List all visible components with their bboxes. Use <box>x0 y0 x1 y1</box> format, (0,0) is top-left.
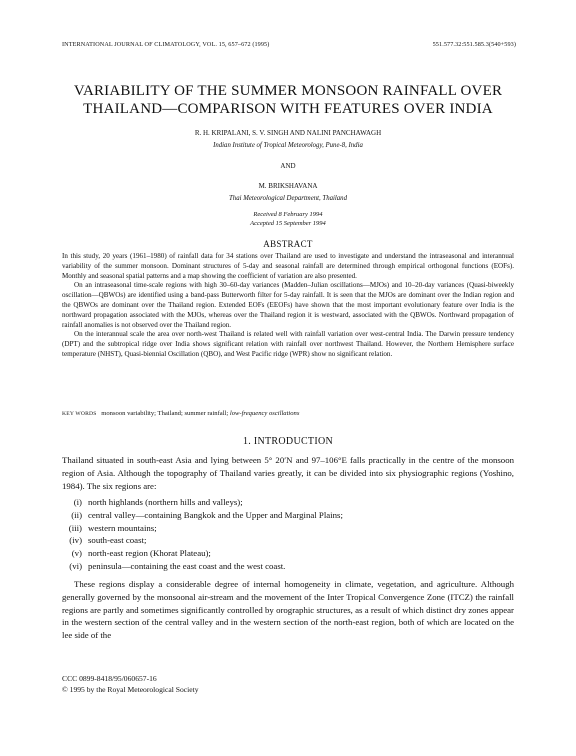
title-line-1: VARIABILITY OF THE SUMMER MONSOON RAINFALL OVER <box>73 83 503 99</box>
udc-code: 551.577.32:551.585.3(540+593) <box>432 41 516 48</box>
section-heading: 1. INTRODUCTION <box>242 436 334 447</box>
list-number: (v) <box>71 548 82 559</box>
list-text: peninsula—containing the east coast and the west coast. <box>88 560 286 571</box>
author-2: M. BRIKSHAVANA <box>258 182 318 190</box>
list-item <box>62 547 514 560</box>
list-number: (iv) <box>69 535 82 546</box>
list-number: (vi) <box>69 560 82 571</box>
abstract-paragraph: In this study, 20 years (1961–1980) of rainfall data for 34 stations over Thailand are used to investigate and understand the intraseasonal and interannual variability of the summer monsoon. Dominant structures of 5-day and seasonal rainfall are determined through empirical orthogonal functions (EOFs). Monthly and seasonal spatial patterns and a map showing the coefficient of variation are also presented. <box>62 252 514 280</box>
abstract-paragraph: On an intraseasonal time-scale regions with high 30–60-day variances (Madden–Julian oscillations—MJOs) and 10–20-day variances (Quasi-biweekly oscillation—QBWOs) are identified using a band-pass Butterworth filter for 5-day rainfall. It is seen that the MJOs are dominant over the Indian region and the QBWOs are dominant over the Thailand region. Extended EOFs (EEOFs) have shown that the most important evolutionary feature over India is the northward propagation associated with the MJOs, whereas over the Thailand region it is westward, associated with the QBWOs. Northward propagation of rainfall anomalies is not observed over the Thailand region. <box>62 281 514 329</box>
affiliation-1: Indian Institute of Tropical Meteorology, Pune-8, India <box>213 142 363 149</box>
intro-paragraph-1 <box>62 454 514 492</box>
list-item <box>62 522 514 535</box>
authors: R. H. KRIPALANI, S. V. SINGH AND NALINI PANCHAWAGH <box>194 129 382 137</box>
copyright: © 1995 by the Royal Meteorological Society <box>62 684 199 694</box>
keywords-italic: low-frequency oscillations <box>229 410 300 417</box>
list-text: western mountains; <box>88 522 157 533</box>
keywords <box>62 410 514 417</box>
article-title <box>40 82 536 118</box>
regions-list <box>62 496 514 573</box>
intro-text: These regions display a considerable degree of internal homogeneity in climate, vegetation, and agriculture. Although generally governed by the monsoonal air-stream and the movement of the Inter Tropical Convergence Zone (ITCZ) the rainfall regions are partly and sometimes significantly controlled by orographic structures, as a result of which distinct dry zones appear in the western section of the central valley and in the western section of the north-east region, both of which are located on the lee side of the <box>62 579 514 641</box>
footer <box>62 674 199 695</box>
list-number: (i) <box>73 497 82 507</box>
intro-paragraph-2 <box>62 578 514 642</box>
intro-text: Thailand situated in south-east Asia and lying between 5° 20′N and 97–106°E falls practically in the centre of the monsoon region of Asia. Although the topography of Thailand varies greatly, it can be divided into six physiographic regions (Yoshino, 1984). The six regions are: <box>62 455 514 491</box>
title-line-2: THAILAND—COMPARISON WITH FEATURES OVER INDIA <box>83 101 493 117</box>
list-text: north highlands (northern hills and valleys); <box>88 497 243 507</box>
list-text: central valley—containing Bangkok and the Upper and Marginal Plains; <box>88 509 343 520</box>
list-text: south-east coast; <box>88 535 147 546</box>
and-separator: AND <box>280 162 296 170</box>
journal-citation: INTERNATIONAL JOURNAL OF CLIMATOLOGY, VOL. 15, 657–672 (1995) <box>62 41 270 48</box>
ccc-code: CCC 0899-8418/95/060657-16 <box>62 674 157 683</box>
running-head <box>62 41 516 48</box>
list-item <box>62 534 514 547</box>
received-date: Received 8 February 1994 <box>253 211 323 218</box>
list-number: (iii) <box>68 522 82 533</box>
accepted-date: Accepted 15 September 1994 <box>250 220 326 227</box>
list-text: north-east region (Khorat Plateau); <box>88 548 211 559</box>
list-item <box>62 509 514 522</box>
list-item <box>62 496 514 509</box>
affiliation-2: Thai Meteorological Department, Thailand <box>229 195 347 202</box>
list-number: (ii) <box>71 509 82 520</box>
abstract-heading: ABSTRACT <box>263 239 313 249</box>
abstract-body <box>62 252 514 360</box>
keywords-text: monsoon variability; Thailand; summer rainfall; <box>101 410 229 417</box>
keywords-label: KEY WORDS <box>62 411 97 417</box>
abstract-paragraph: On the interannual scale the area over north-west Thailand is related well with rainfall variation over west-central India. The Darwin pressure tendency (DPT) and the subtropical ridge over India shows significant relation with rainfall over northwest Thailand. However, the Northern Hemisphere surface temperature (NHST), Quasi-biennial Oscillation (QBO), and West Pacific ridge (WPR) show no significant relation. <box>62 330 514 358</box>
list-item <box>62 560 514 573</box>
